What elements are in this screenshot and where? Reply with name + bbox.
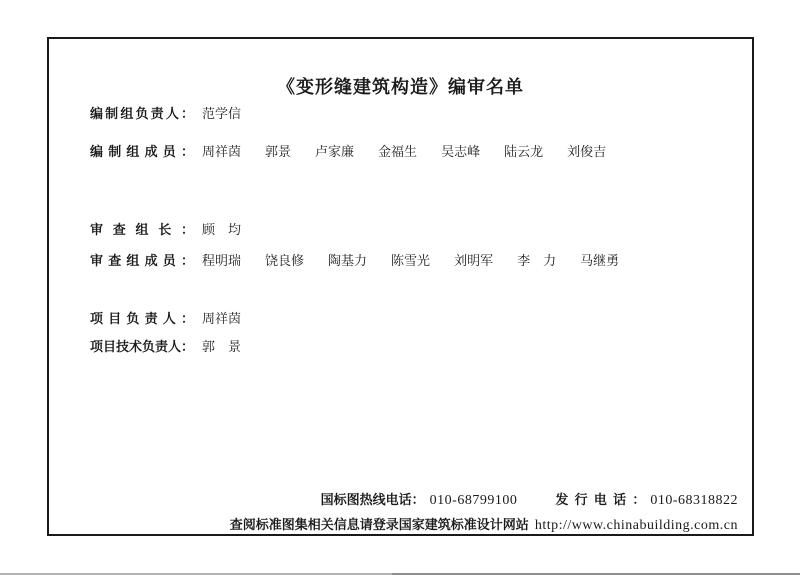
row-label: 编制组成员：: [90, 144, 194, 159]
page-border-frame: [47, 37, 754, 536]
person-name: 卢家廉: [315, 144, 355, 159]
person-name: 范学信: [202, 106, 242, 121]
person-name: 陶基力: [328, 253, 368, 268]
person-name: 刘明军: [454, 253, 494, 268]
distribution-label: 发行电话：: [555, 492, 646, 507]
person-name: 吴志峰: [441, 144, 481, 159]
row-label: 项目负责人：: [90, 311, 194, 326]
row-label: 审查组成员：: [90, 253, 194, 268]
person-name: 饶良修: [265, 253, 305, 268]
person-name: 郭景: [265, 144, 292, 159]
name-list: [202, 308, 241, 327]
person-name: 程明瑞: [202, 253, 242, 268]
person-name: 陆云龙: [504, 144, 544, 159]
row-label: 项目技术负责人：: [90, 339, 195, 354]
name-list: [202, 250, 619, 269]
credit-row-compilation-members: [90, 141, 606, 160]
hotline-label: 国标图热线电话：: [320, 492, 425, 507]
person-name: 陈雪光: [391, 253, 431, 268]
credit-row-review-leader: [90, 219, 241, 238]
distribution-number: 010-68318822: [650, 493, 738, 508]
hotline-group: [321, 489, 518, 509]
footer-website-line: [230, 514, 738, 534]
website-url: http://www.chinabuilding.com.cn: [534, 518, 738, 533]
name-list: [202, 219, 241, 238]
name-list: [202, 336, 241, 355]
credit-row-compilation-leader: [90, 103, 241, 122]
person-name: 周祥茵: [202, 144, 242, 159]
row-label: 编制组负责人：: [90, 106, 194, 121]
page-bottom-edge-left: [0, 573, 392, 575]
person-name: 顾 均: [202, 222, 242, 237]
hotline-number: 010-68799100: [429, 493, 518, 508]
page-title: 《变形缝建筑构造》编审名单: [277, 77, 524, 97]
name-list: [202, 141, 606, 160]
row-label: 审查组长：: [90, 222, 194, 237]
credit-row-project-technical-leader: [90, 336, 241, 355]
person-name: 马继勇: [580, 253, 620, 268]
credit-row-review-members: [90, 250, 619, 269]
person-name: 郭 景: [202, 339, 242, 354]
person-name: 李 力: [517, 253, 557, 268]
name-list: [202, 103, 241, 122]
page-bottom-edge-right: [392, 573, 800, 575]
person-name: 金福生: [378, 144, 418, 159]
credit-row-project-leader: [90, 308, 241, 327]
website-note: 查阅标准图集相关信息请登录国家建筑标准设计网站: [229, 517, 529, 532]
distribution-group: [555, 489, 738, 509]
person-name: 刘俊吉: [567, 144, 607, 159]
person-name: 周祥茵: [202, 311, 242, 326]
footer-phone-line: [321, 489, 738, 509]
